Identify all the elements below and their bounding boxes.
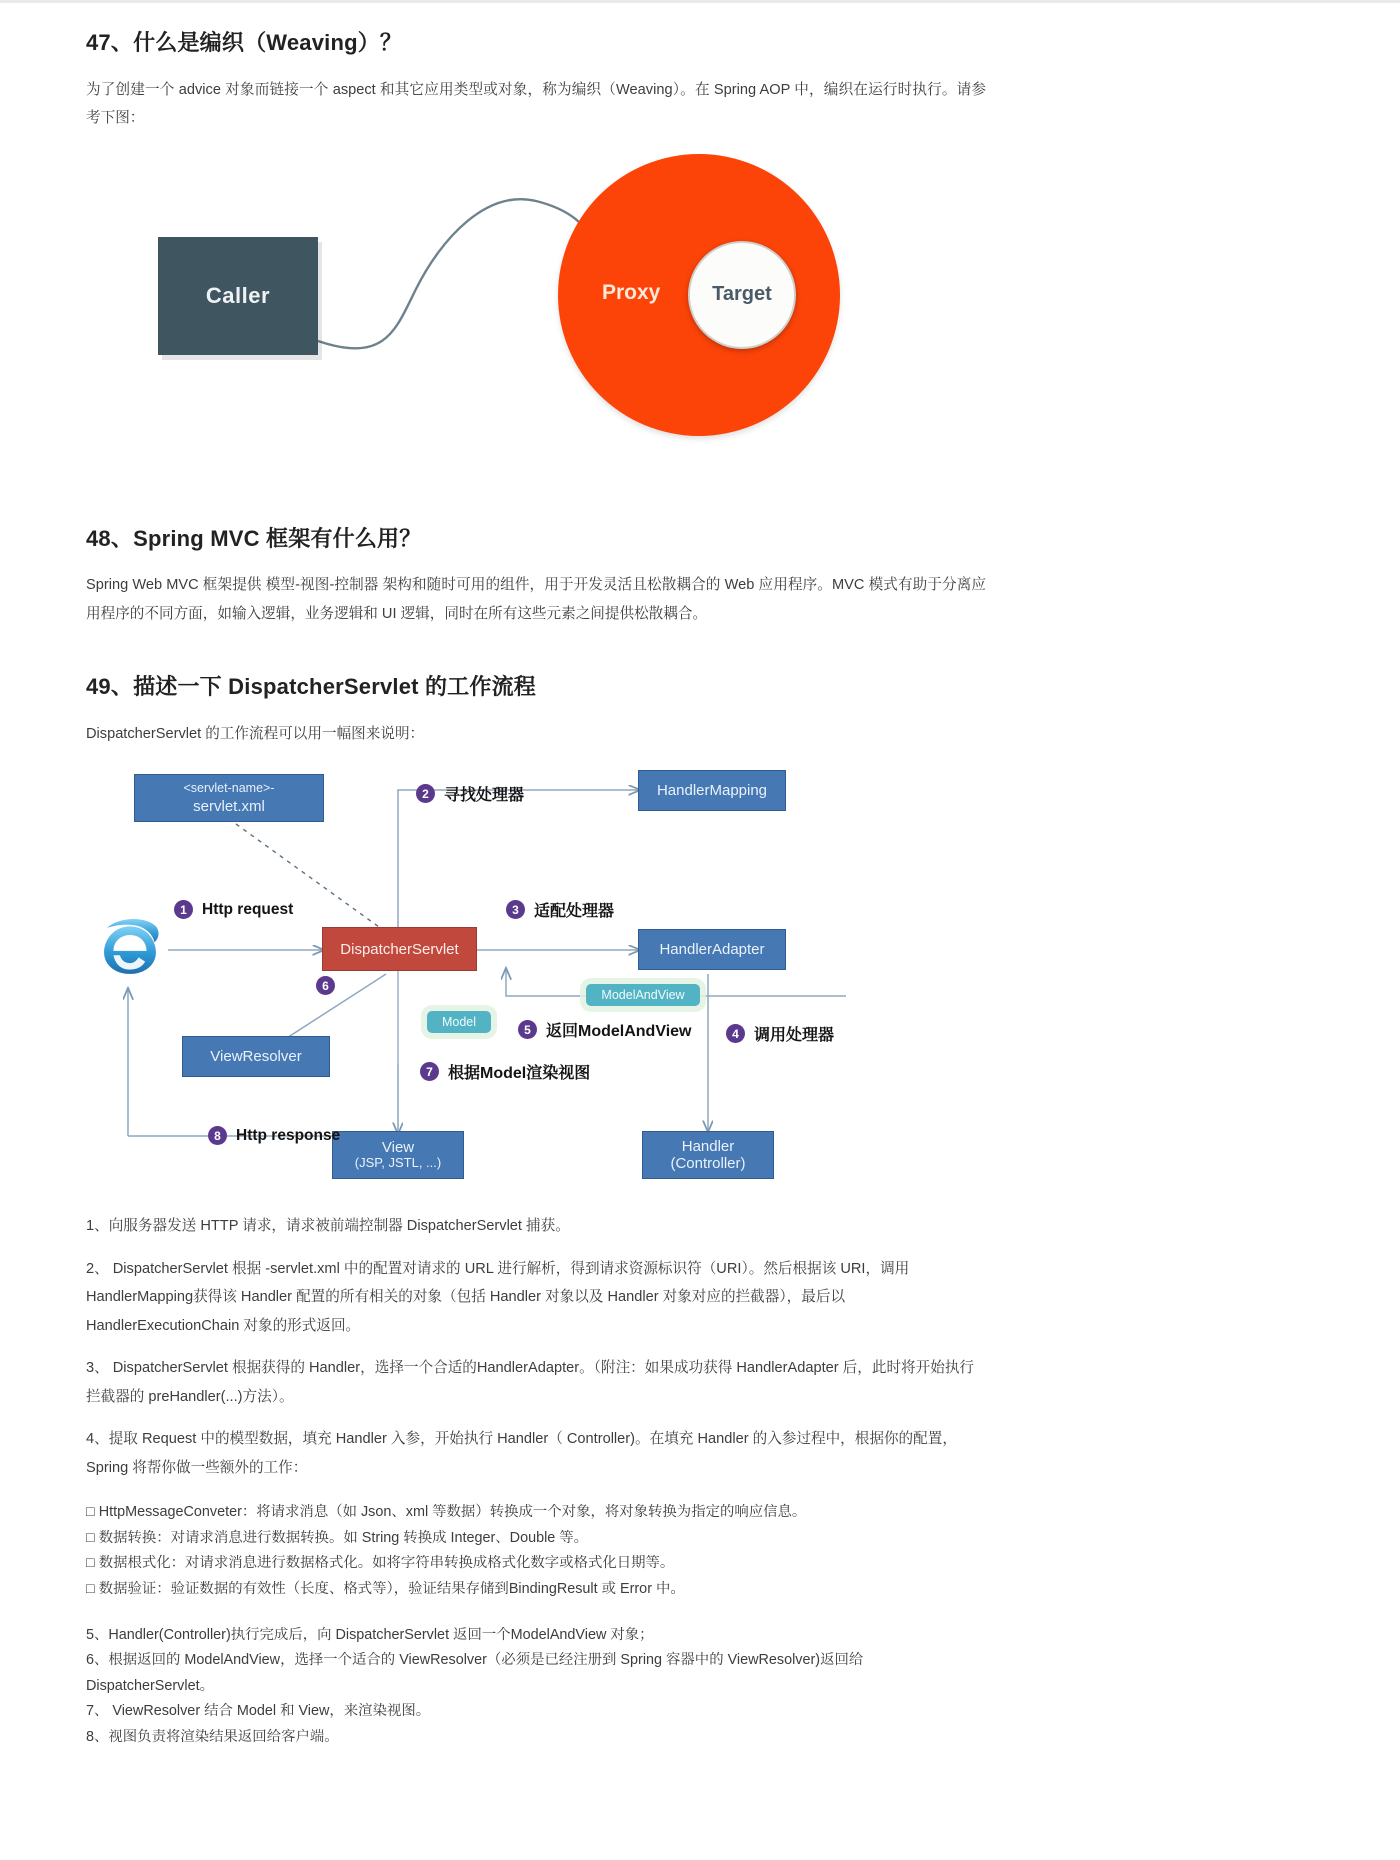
handler-subitem-2: □ 数据转换：对请求消息进行数据转换。如 String 转换成 Integer、Double 等。 — [86, 1529, 589, 1546]
heading-q49: 49、描述一下 DispatcherServlet 的工作流程 — [86, 674, 536, 700]
node-view-label-1: View — [381, 1139, 415, 1157]
step-label-8 — [208, 1126, 340, 1145]
node-handler-mapping — [638, 770, 786, 811]
dispatcher-flow-diagram — [86, 764, 986, 1194]
step-text-5: 返回ModelAndView — [546, 1023, 692, 1041]
step-label-3 — [506, 898, 614, 921]
workflow-step-8: 8、视图负责将渲染结果返回给客户端。 — [86, 1729, 339, 1746]
step-label-4 — [726, 1022, 834, 1045]
step-bullet-4: 4 — [726, 1024, 745, 1043]
step-text-8: Http response — [236, 1126, 341, 1144]
node-view-resolver-label: ViewResolver — [210, 1048, 302, 1066]
workflow-step-7: 7、 ViewResolver 结合 Model 和 View，来渲染视图。 — [86, 1703, 431, 1720]
node-handler-label-2: (Controller) — [670, 1155, 746, 1173]
pill-model-and-view — [586, 984, 700, 1006]
node-handler-adapter-label: HandlerAdapter — [659, 941, 765, 959]
step-label-2 — [416, 782, 524, 805]
node-view-label-2: (JSP, JSTL, ...) — [354, 1155, 442, 1171]
workflow-step-5: 5、Handler(Controller)执行完成后，向 DispatcherServlet 返回一个ModelAndView 对象； — [86, 1626, 654, 1643]
handler-subitem-1: □ HttpMessageConveter：将请求消息（如 Json、xml 等数据）转换成一个对象，将对象转换为指定的响应信息。 — [86, 1503, 807, 1520]
step-text-2: 寻找处理器 — [444, 787, 525, 805]
handler-subitem-4: □ 数据验证：验证数据的有效性（长度、格式等），验证结果存储到BindingResult 或 Error 中。 — [86, 1580, 685, 1597]
step-bullet-7: 7 — [420, 1062, 439, 1081]
node-view-resolver — [182, 1036, 330, 1077]
servlet-xml-line2: servlet.xml — [193, 798, 265, 816]
node-handler-adapter — [638, 929, 786, 970]
node-dispatcher-servlet — [322, 927, 477, 971]
workflow-step-4: 4、提取 Request 中的模型数据，填充 Handler 入参，开始执行 Handler（ Controller)。在填充 Handler 的入参过程中，根据你的配置，Spring 将帮你做一些额外的工作： — [86, 1431, 957, 1476]
step-bullet-8: 8 — [208, 1126, 227, 1145]
step-label-1 — [174, 900, 293, 919]
node-handler-label-1: Handler — [681, 1138, 735, 1156]
step-text-1: Http request — [202, 900, 294, 918]
step-bullet-3: 3 — [506, 900, 525, 919]
handler-subitem-3: □ 数据根式化：对请求消息进行数据格式化。如将字符串转换成格式化数字或格式化日期等。 — [86, 1555, 675, 1572]
node-handler-mapping-label: HandlerMapping — [656, 782, 768, 800]
workflow-step-list — [86, 1212, 986, 1482]
step-bullet-6: 6 — [316, 976, 335, 995]
step-bullet-5: 5 — [518, 1020, 537, 1039]
step-text-3: 适配处理器 — [534, 903, 615, 921]
step-text-4: 调用处理器 — [754, 1027, 835, 1045]
weaving-target-circle — [688, 241, 796, 349]
handler-subitem-list — [86, 1500, 986, 1603]
weaving-diagram — [86, 149, 986, 494]
pill-model — [427, 1011, 491, 1033]
workflow-tail-list — [86, 1623, 986, 1751]
workflow-step-1: 1、向服务器发送 HTTP 请求，请求被前端控制器 DispatcherServlet 捕获。 — [86, 1218, 570, 1235]
step-bullet-1: 1 — [174, 900, 193, 919]
paragraph-q47: 为了创建一个 advice 对象而链接一个 aspect 和其它应用类型或对象，称为编织（Weaving）。在 Spring AOP 中，编织在运行时执行。请参考下图： — [86, 81, 986, 127]
node-dispatcher-servlet-label: DispatcherServlet — [340, 940, 459, 958]
heading-q47: 47、什么是编织（Weaving）？ — [86, 30, 403, 55]
step-label-6 — [316, 976, 344, 995]
pill-model-and-view-label: ModelAndView — [601, 988, 685, 1003]
workflow-step-3: 3、 DispatcherServlet 根据获得的 Handler，选择一个合适的HandlerAdapter。（附注：如果成功获得 HandlerAdapter 后，此时将开始执行拦截器的 preHandler(...)方法）。 — [86, 1360, 975, 1405]
paragraph-q49: DispatcherServlet 的工作流程可以用一幅图来说明： — [86, 725, 425, 742]
workflow-step-6: 6、根据返回的 ModelAndView，选择一个适合的 ViewResolver（必须是已经注册到 Spring 容器中的 ViewResolver)返回给 DispatcherServlet。 — [86, 1652, 864, 1694]
servlet-xml-line1: <servlet-name>- — [183, 781, 275, 796]
node-view — [332, 1131, 464, 1179]
step-label-5 — [518, 1018, 692, 1041]
step-text-7: 根据Model渲染视图 — [448, 1065, 591, 1083]
paragraph-q48: Spring Web MVC 框架提供 模型-视图-控制器 架构和随时可用的组件，用于开发灵活且松散耦合的 Web 应用程序。MVC 模式有助于分离应用程序的不同方面，如输入逻辑，业务逻辑和 UI 逻辑，同时在所有这些元素之间提供松散耦合。 — [86, 577, 986, 622]
step-label-7 — [420, 1060, 590, 1083]
weaving-caller-box — [158, 237, 318, 355]
pill-model-label: Model — [441, 1015, 477, 1030]
heading-q48: 48、Spring MVC 框架有什么用？ — [86, 525, 422, 551]
workflow-step-2: 2、 DispatcherServlet 根据 -servlet.xml 中的配置对请求的 URL 进行解析，得到请求资源标识符（URI）。然后根据该 URI，调用 HandlerMapping获得该 Handler 配置的所有相关的对象（包括 Handler 对象以及 Handler 对象对应的拦截器），最后以 HandlerExecutionChain 对象的形式返回。 — [86, 1260, 910, 1334]
document-content — [86, 0, 986, 1751]
weaving-caller-label: Caller — [205, 282, 271, 308]
node-handler-controller — [642, 1131, 774, 1179]
weaving-target-label: Target — [712, 283, 772, 306]
servlet-xml-box — [134, 774, 324, 822]
step-bullet-2: 2 — [416, 784, 435, 803]
internet-explorer-icon — [94, 912, 166, 984]
weaving-proxy-label: Proxy — [602, 280, 661, 304]
